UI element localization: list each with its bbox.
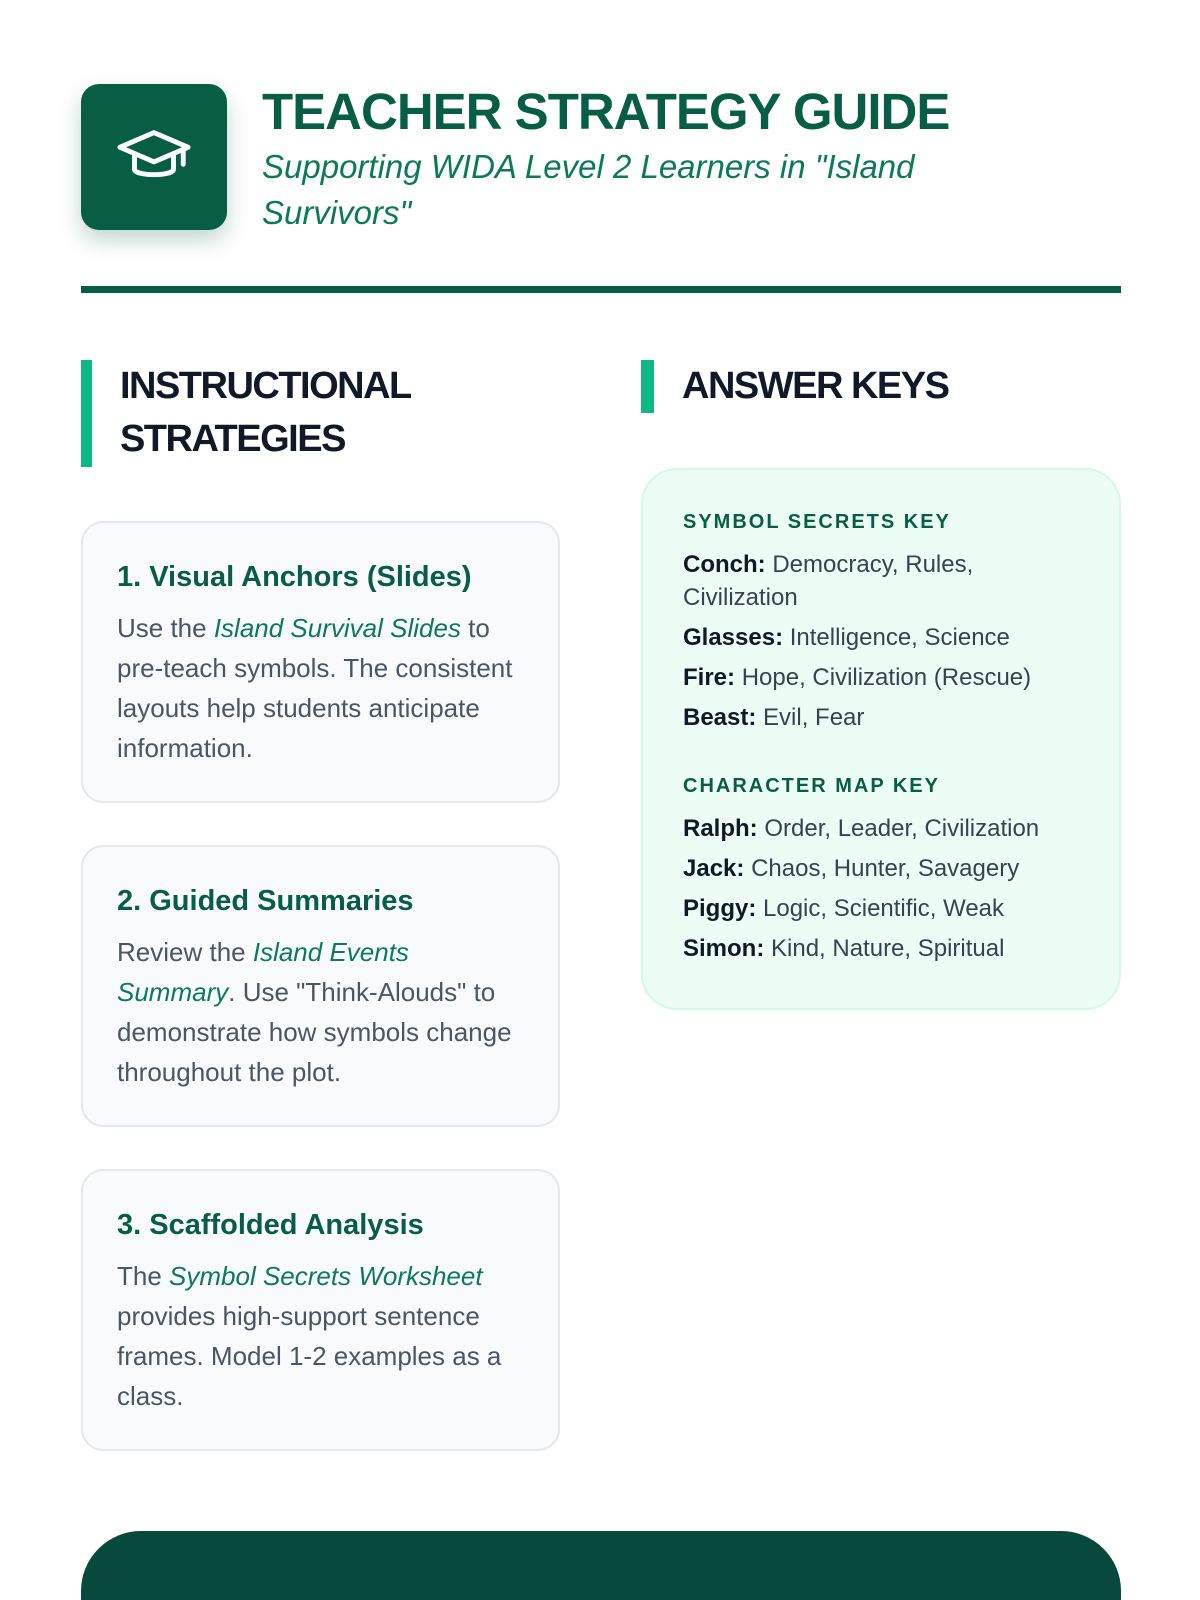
- strategy-card-scaffolded-analysis: [81, 1169, 560, 1451]
- header-divider: [81, 286, 1121, 293]
- strategies-heading-text: INSTRUCTIONAL STRATEGIES: [119, 365, 411, 460]
- page-title: TEACHER STRATEGY GUIDE: [262, 83, 950, 140]
- accent-bar: [81, 360, 92, 467]
- strategy-title: 2. Guided Summaries: [117, 885, 414, 917]
- key-row: Beast: Evil, Fear: [683, 704, 865, 731]
- key-row: Conch: Democracy, Rules, Civilization: [683, 551, 974, 611]
- answer-keys-panel: [641, 468, 1121, 1010]
- strategy-card-visual-anchors: [81, 521, 560, 803]
- graduation-cap-icon: [115, 118, 193, 196]
- page-header: [81, 84, 1121, 234]
- resource-name: Symbol Secrets Worksheet: [169, 1261, 483, 1291]
- strategy-text: Use the Island Survival Slides to pre-teach symbols. The consistent layouts help students anticipate information.: [117, 613, 513, 763]
- strategy-title: 1. Visual Anchors (Slides): [117, 561, 472, 593]
- strategies-heading: [81, 360, 561, 467]
- character-key-title: CHARACTER MAP KEY: [683, 775, 940, 797]
- accent-bar: [641, 360, 654, 413]
- key-row: Simon: Kind, Nature, Spiritual: [683, 935, 1005, 962]
- key-row: Ralph: Order, Leader, Civilization: [683, 815, 1040, 842]
- logo-badge: [81, 84, 227, 230]
- strategy-text: Review the Island Events Summary. Use "Think-Alouds" to demonstrate how symbols change throughout the plot.: [117, 937, 512, 1087]
- key-row: Fire: Hope, Civilization (Rescue): [683, 664, 1032, 691]
- answer-keys-heading-text: ANSWER KEYS: [682, 365, 949, 407]
- footer-band: [81, 1531, 1121, 1600]
- strategy-text: The Symbol Secrets Worksheet provides high-support sentence frames. Model 1-2 examples as a class.: [117, 1261, 502, 1411]
- key-row: Glasses: Intelligence, Science: [683, 624, 1010, 651]
- strategy-card-guided-summaries: [81, 845, 560, 1127]
- page-subtitle: Supporting WIDA Level 2 Learners in "Island Survivors": [262, 148, 915, 231]
- resource-name: Island Events Summary: [117, 937, 409, 1007]
- key-row: Jack: Chaos, Hunter, Savagery: [683, 855, 1020, 882]
- symbol-key-title: SYMBOL SECRETS KEY: [683, 511, 951, 533]
- key-row: Piggy: Logic, Scientific, Weak: [683, 895, 1005, 922]
- answer-keys-heading: [641, 360, 1121, 413]
- strategy-title: 3. Scaffolded Analysis: [117, 1209, 424, 1241]
- resource-name: Island Survival Slides: [213, 613, 461, 643]
